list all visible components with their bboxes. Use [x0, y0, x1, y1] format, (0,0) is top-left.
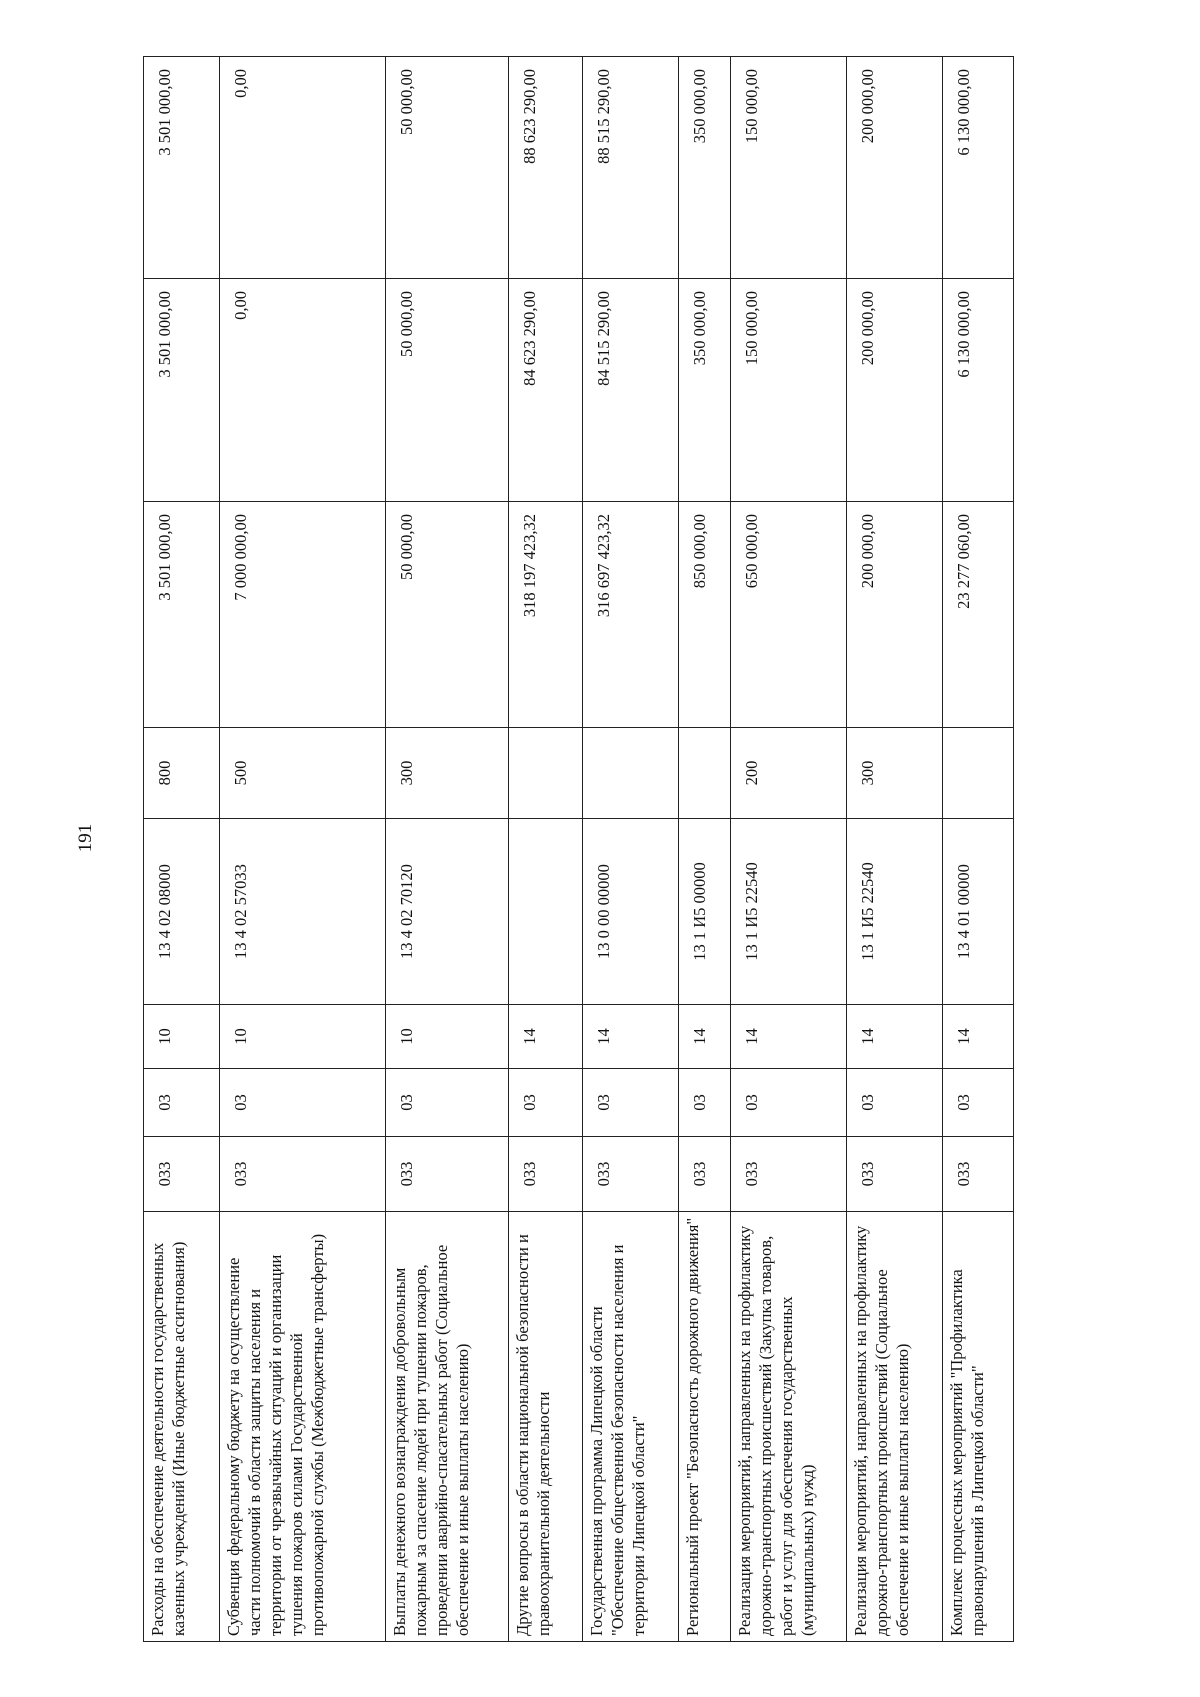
department-code: 033	[509, 1137, 583, 1212]
amount-year-2: 350 000,00	[679, 279, 731, 502]
table-row	[509, 57, 583, 1642]
table-row	[847, 57, 943, 1642]
row-description: Государственная программа Липецкой области "Обеспечение общественной безопасности населения и территории Липецкой области"	[583, 1212, 679, 1642]
amount-year-3: 0,00	[220, 57, 386, 279]
amount-year-3: 6 130 000,00	[943, 57, 1014, 279]
page-number: 191	[75, 823, 96, 853]
table-row	[220, 57, 386, 1642]
subsection-code: 14	[509, 1005, 583, 1069]
subsection-code: 14	[583, 1005, 679, 1069]
amount-year-2: 84 623 290,00	[509, 279, 583, 502]
expense-type-code: 300	[847, 728, 943, 819]
department-code: 033	[144, 1137, 220, 1212]
amount-year-2: 200 000,00	[847, 279, 943, 502]
department-code: 033	[731, 1137, 847, 1212]
expense-type-code: 200	[731, 728, 847, 819]
row-description: Субвенция федеральному бюджету на осуществление части полномочий в области защиты населения и территории от чрезвычайных ситуаций и организации тушения пожаров силами Государственной противопожарной службы (Межбюджетные трансферты)	[220, 1212, 386, 1642]
amount-year-1: 316 697 423,32	[583, 502, 679, 728]
row-description: Комплекс процессных мероприятий "Профилактика правонарушений в Липецкой области"	[943, 1212, 1014, 1642]
amount-year-3: 150 000,00	[731, 57, 847, 279]
subsection-code: 10	[144, 1005, 220, 1069]
section-code: 03	[731, 1069, 847, 1137]
section-code: 03	[220, 1069, 386, 1137]
subsection-code: 14	[847, 1005, 943, 1069]
target-article-code: 13 4 02 57033	[220, 819, 386, 1005]
department-code: 033	[679, 1137, 731, 1212]
section-code: 03	[583, 1069, 679, 1137]
row-description: Расходы на обеспечение деятельности государственных казенных учреждений (Иные бюджетные ассигнования)	[144, 1212, 220, 1642]
target-article-code: 13 4 02 70120	[386, 819, 509, 1005]
section-code: 03	[679, 1069, 731, 1137]
expense-type-code	[943, 728, 1014, 819]
amount-year-2: 3 501 000,00	[144, 279, 220, 502]
section-code: 03	[943, 1069, 1014, 1137]
subsection-code: 14	[731, 1005, 847, 1069]
amount-year-1: 850 000,00	[679, 502, 731, 728]
department-code: 033	[847, 1137, 943, 1212]
table-row	[386, 57, 509, 1642]
amount-year-1: 200 000,00	[847, 502, 943, 728]
amount-year-3: 350 000,00	[679, 57, 731, 279]
amount-year-1: 50 000,00	[386, 502, 509, 728]
row-description: Реализация мероприятий, направленных на профилактику дорожно-транспортных происшествий (Закупка товаров, работ и услуг для обеспечения государственных (муниципальных) нужд)	[731, 1212, 847, 1642]
amount-year-3: 3 501 000,00	[144, 57, 220, 279]
expense-type-code: 300	[386, 728, 509, 819]
subsection-code: 14	[943, 1005, 1014, 1069]
amount-year-1: 23 277 060,00	[943, 502, 1014, 728]
target-article-code	[509, 819, 583, 1005]
expense-type-code	[509, 728, 583, 819]
amount-year-3: 50 000,00	[386, 57, 509, 279]
department-code: 033	[943, 1137, 1014, 1212]
section-code: 03	[847, 1069, 943, 1137]
section-code: 03	[144, 1069, 220, 1137]
table-row	[731, 57, 847, 1642]
row-description: Другие вопросы в области национальной безопасности и правоохранительной деятельности	[509, 1212, 583, 1642]
amount-year-3: 200 000,00	[847, 57, 943, 279]
amount-year-2: 50 000,00	[386, 279, 509, 502]
amount-year-2: 150 000,00	[731, 279, 847, 502]
target-article-code: 13 1 И5 00000	[679, 819, 731, 1005]
row-description: Реализация мероприятий, направленных на профилактику дорожно-транспортных происшествий (Социальное обеспечение и иные выплаты населению)	[847, 1212, 943, 1642]
amount-year-1: 318 197 423,32	[509, 502, 583, 728]
expense-type-code: 500	[220, 728, 386, 819]
department-code: 033	[386, 1137, 509, 1212]
target-article-code: 13 1 И5 22540	[847, 819, 943, 1005]
amount-year-1: 3 501 000,00	[144, 502, 220, 728]
table-row	[943, 57, 1014, 1642]
subsection-code: 10	[220, 1005, 386, 1069]
table-row	[679, 57, 731, 1642]
table-row	[144, 57, 220, 1642]
amount-year-2: 84 515 290,00	[583, 279, 679, 502]
department-code: 033	[220, 1137, 386, 1212]
amount-year-3: 88 623 290,00	[509, 57, 583, 279]
row-description: Выплаты денежного вознаграждения добровольным пожарным за спасение людей при тушении пожаров, проведении аварийно-спасательных работ (Социальное обеспечение и иные выплаты населению)	[386, 1212, 509, 1642]
target-article-code: 13 1 И5 22540	[731, 819, 847, 1005]
target-article-code: 13 4 01 00000	[943, 819, 1014, 1005]
table-row	[583, 57, 679, 1642]
row-description: Региональный проект "Безопасность дорожного движения"	[679, 1212, 731, 1642]
expense-type-code	[583, 728, 679, 819]
department-code: 033	[583, 1137, 679, 1212]
amount-year-3: 88 515 290,00	[583, 57, 679, 279]
rotated-table-container	[143, 57, 1093, 1642]
subsection-code: 10	[386, 1005, 509, 1069]
amount-year-2: 0,00	[220, 279, 386, 502]
amount-year-1: 7 000 000,00	[220, 502, 386, 728]
expense-type-code	[679, 728, 731, 819]
amount-year-1: 650 000,00	[731, 502, 847, 728]
budget-table	[143, 56, 1014, 1642]
section-code: 03	[386, 1069, 509, 1137]
amount-year-2: 6 130 000,00	[943, 279, 1014, 502]
subsection-code: 14	[679, 1005, 731, 1069]
section-code: 03	[509, 1069, 583, 1137]
target-article-code: 13 0 00 00000	[583, 819, 679, 1005]
target-article-code: 13 4 02 08000	[144, 819, 220, 1005]
expense-type-code: 800	[144, 728, 220, 819]
